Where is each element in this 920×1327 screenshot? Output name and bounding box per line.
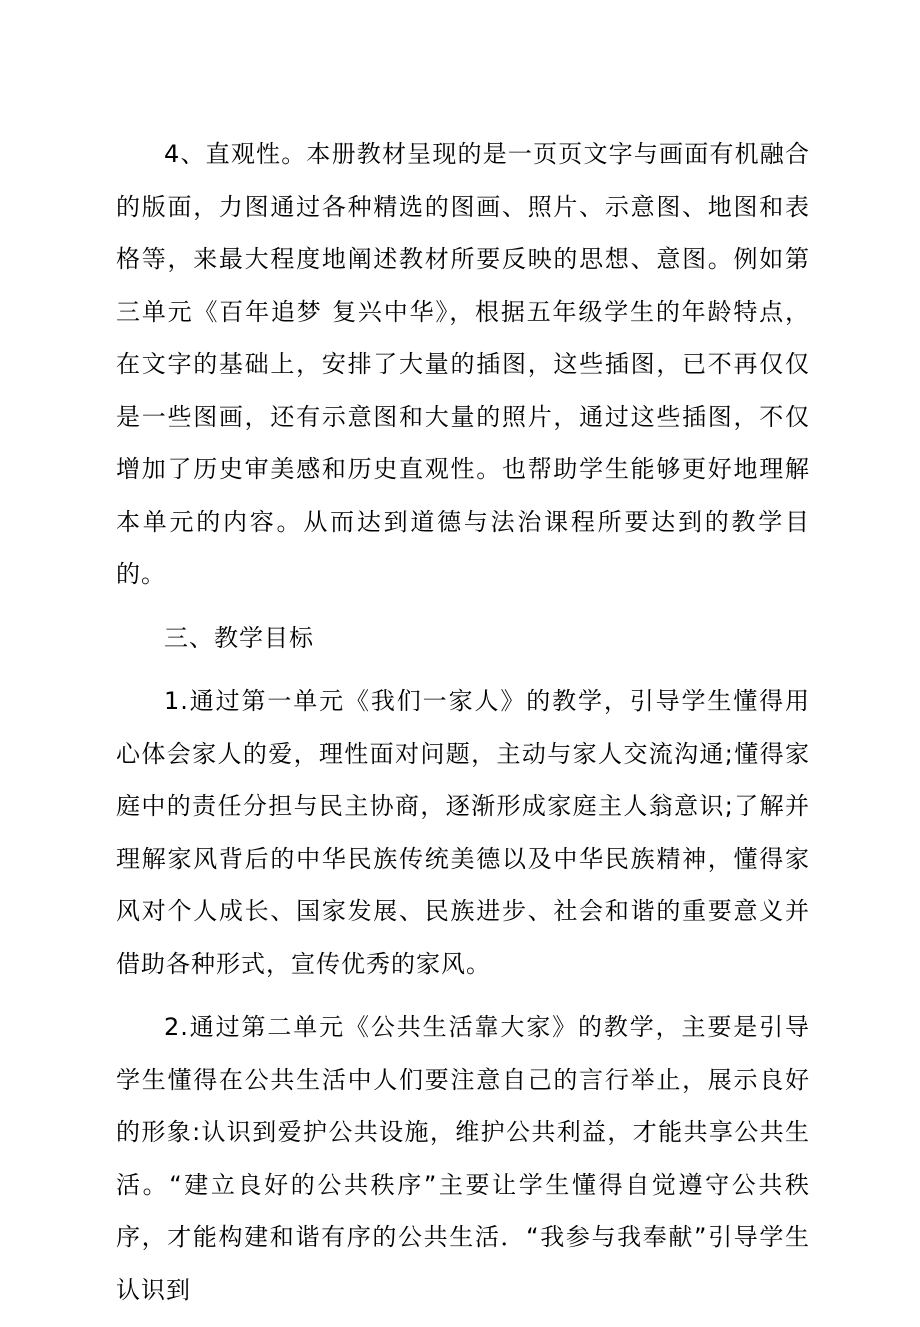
goal-paragraph-unit-one: 1.通过第一单元《我们一家人》的教学，引导学生懂得用心体会家人的爱，理性面对问题，主动与家人交流沟通;懂得家庭中的责任分担与民主协商，逐渐形成家庭主人翁意识;了解并理解家风背后的中华民族传统美德以及中华民族精神，懂得家风对个人成长、国家发展、民族进步、社会和谐的重要意义并借助各种形式，宣传优秀的家风。 xyxy=(116,687,810,978)
section-heading-teaching-goals: 三、教学目标 xyxy=(164,623,314,652)
goal-paragraph-unit-two: 2.通过第二单元《公共生活靠大家》的教学，主要是引导学生懂得在公共生活中人们要注意自己的言行举止，展示良好的形象:认识到爱护公共设施，维护公共利益，才能共享公共生活。“建立良好的公共秩序”主要让学生懂得自觉遵守公共秩序，才能构建和谐有序的公共生活．“我参与我奉献”引导学生认识到 xyxy=(116,1013,810,1304)
paragraph-intuitiveness: 4、直观性。本册教材呈现的是一页页文字与画面有机融合的版面，力图通过各种精选的图画、照片、示意图、地图和表格等，来最大程度地阐述教材所要反映的思想、意图。例如第三单元《百年追梦 复兴中华》，根据五年级学生的年龄特点，在文字的基础上，安排了大量的插图，这些插图，已不再仅仅是一些图画，还有示意图和大量的照片，通过这些插图，不仅增加了历史审美感和历史直观性。也帮助学生能够更好地理解本单元的内容。从而达到道德与法治课程所要达到的教学目的。 xyxy=(116,140,810,588)
document-body xyxy=(116,128,810,1327)
